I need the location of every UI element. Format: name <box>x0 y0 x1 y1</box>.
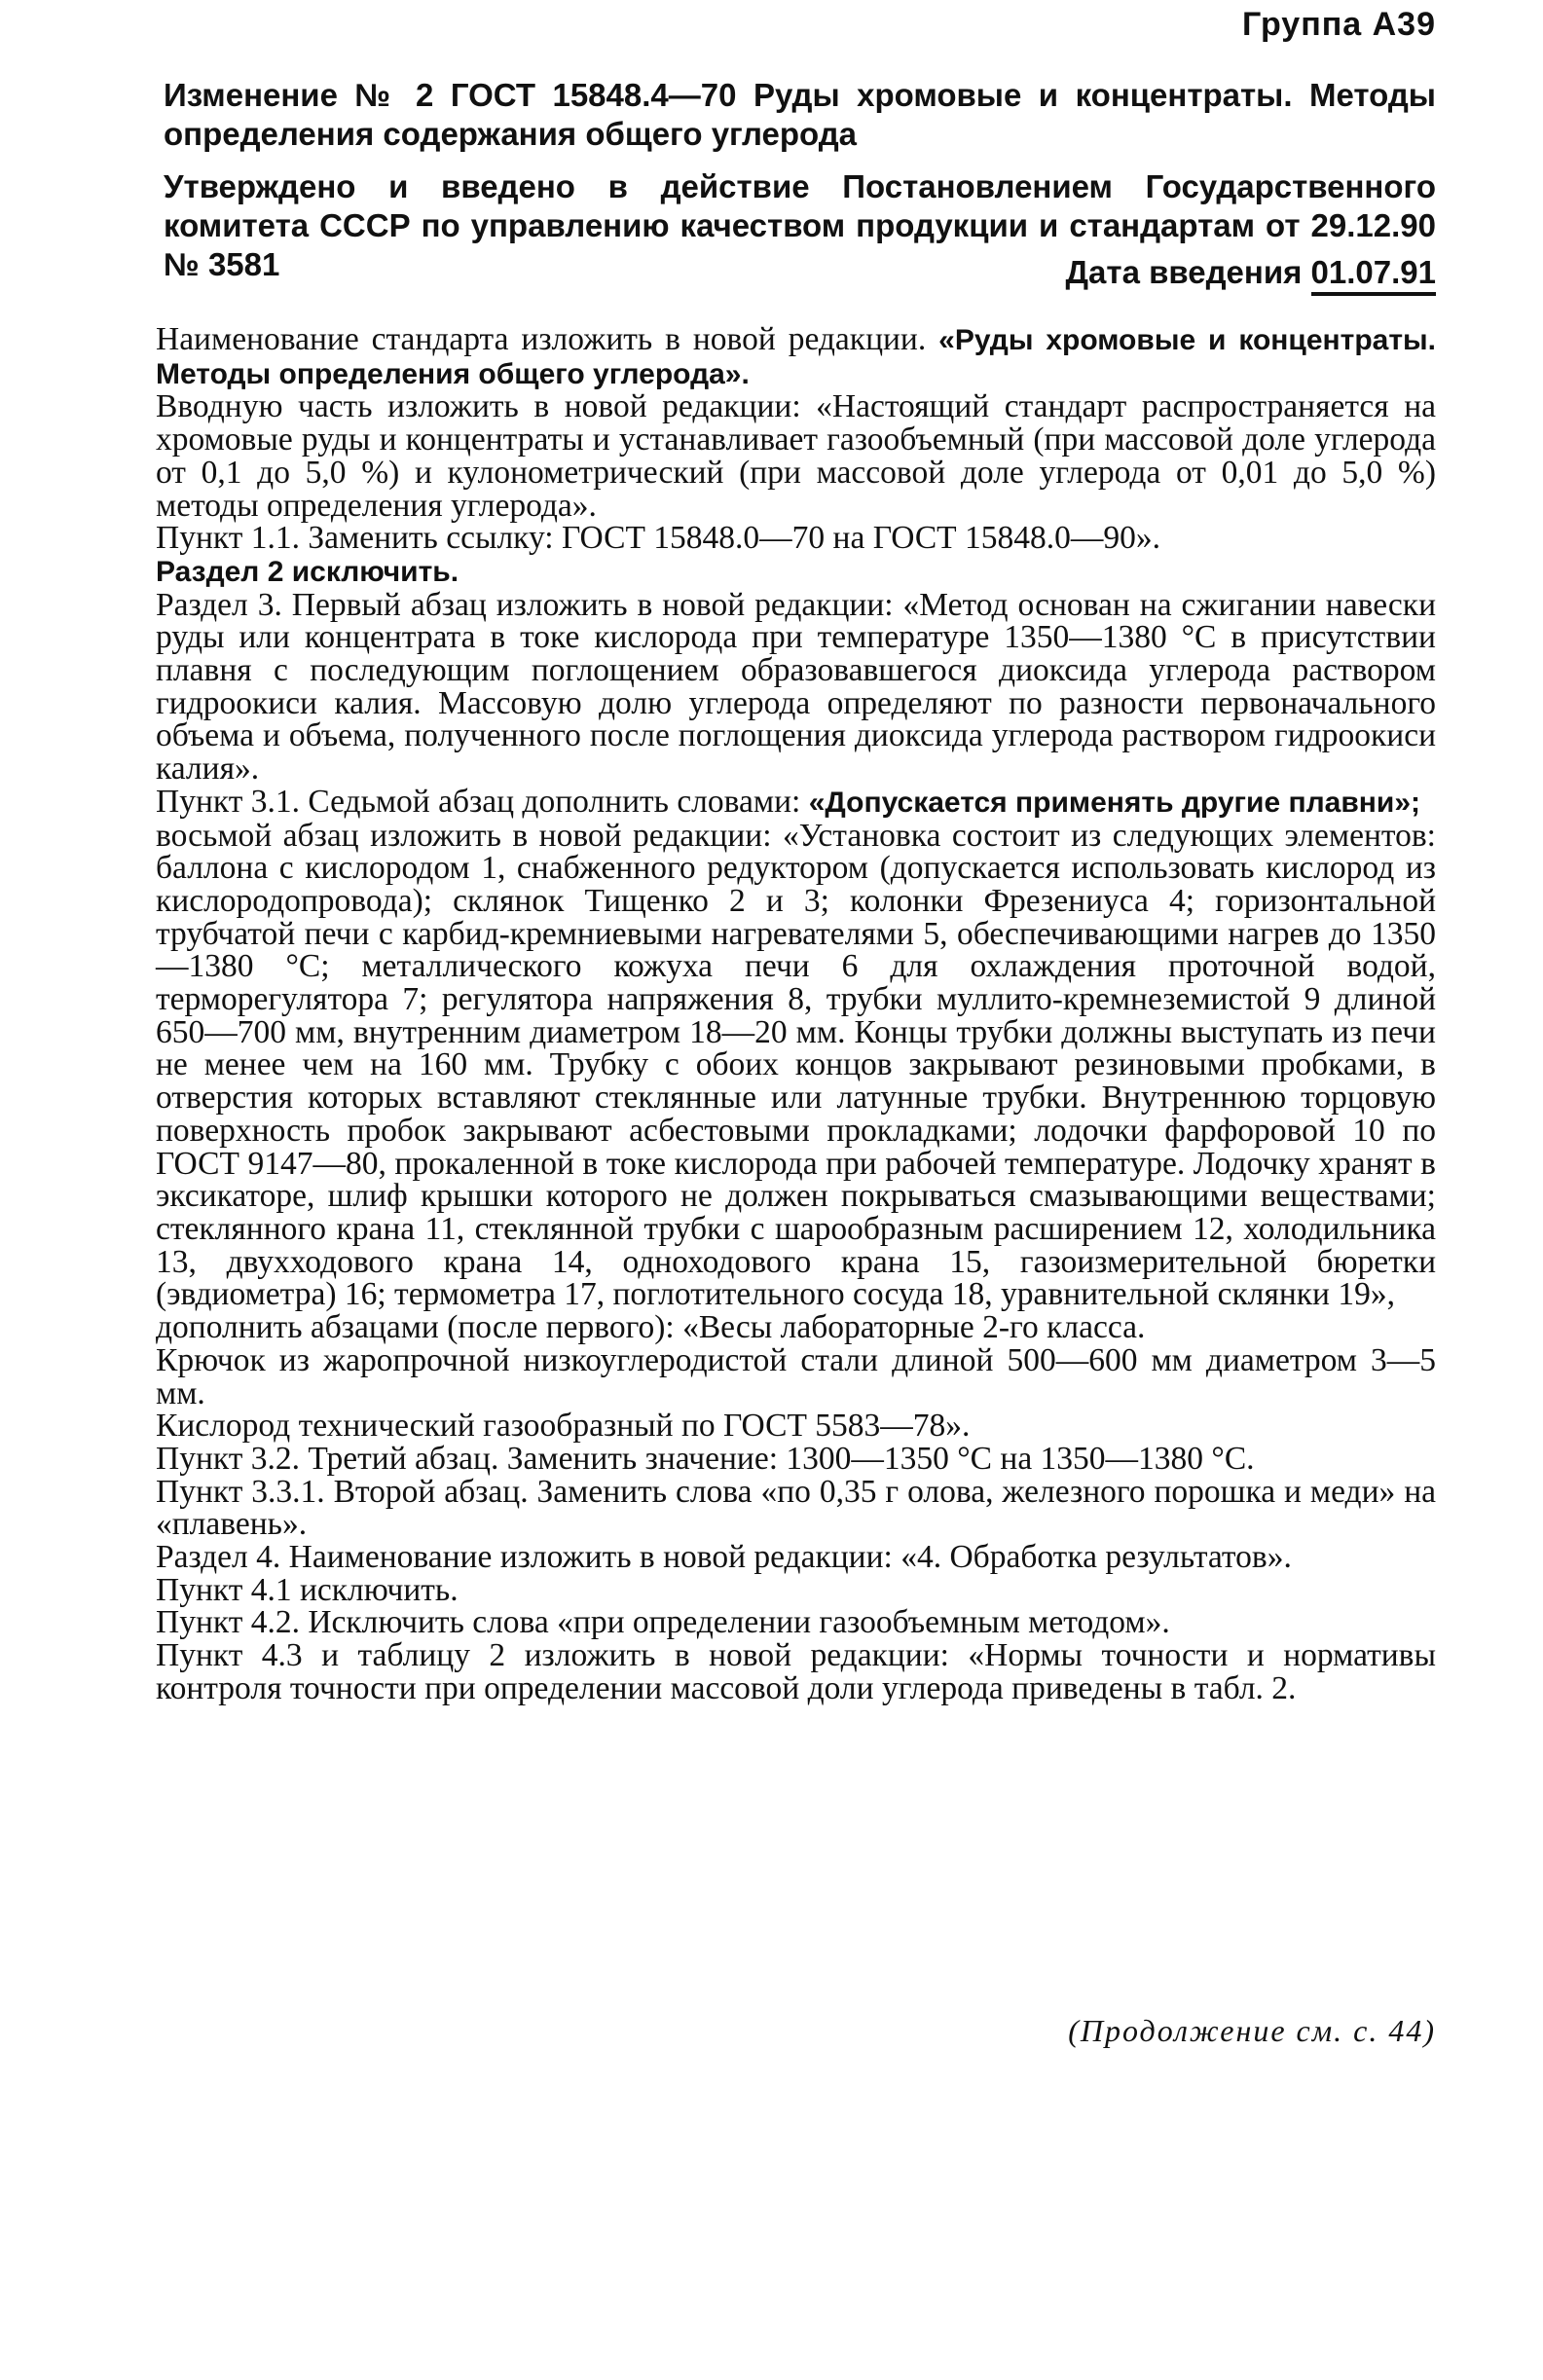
paragraph <box>156 1341 1436 1411</box>
paragraph <box>156 1410 1436 1443</box>
effective-date <box>1066 253 1436 292</box>
amendment-title: Изменение № 2 ГОСТ 15848.4—70 Руды хромовые и концентраты. Методы определения содержания общего углерода <box>164 77 1436 152</box>
paragraph-text: Крючок из жаропрочной низкоуглеродистой стали длиной 500—600 мм диаметром 3—5 мм. <box>156 1341 1436 1411</box>
paragraph-bold: «Руды хромовые и концентраты. Методы определения общего углерода». <box>156 324 1436 390</box>
paragraph-text: Пункт 3.1. Седьмой абзац дополнить словами: <box>156 783 809 820</box>
document-body <box>156 323 1436 1705</box>
paragraph-text: дополнить абзацами (после первого): «Весы лабораторные 2-го класса. <box>156 1309 1146 1346</box>
paragraph <box>156 817 1436 1313</box>
paragraph-text: «Установка состоит из следующих элементов: баллона с кислородом 1, снабженного редуктором (допускается использовать кислород из кислородопровода); склянок Тищенко 2 и 3; колонки Фрезениуса 4; горизонтальной трубчатой печи с карбид-кремниевыми нагревателями 5, обеспечивающими нагрев до 1350—1380 °С; металлического кожуха печи 6 для охлаждения проточной водой, терморегулятора 7; регулятора напряжения 8, трубки муллито-кремнеземистой 9 длиной 650—700 мм, внутренним диаметром 18—20 мм. Концы трубки должны выступать из печи не менее чем на 160 мм. Трубку с обоих концов закрывают резиновыми пробками, в отверстия которых вставляют стеклянные или латунные трубки. Внутреннюю торцовую поверхность пробок закрывают асбестовыми прокладками; лодочки фарфоровой 10 по ГОСТ 9147—80, прокаленной в токе кислорода при рабочей температуре. Лодочку хранят в эксикаторе, шлиф крышки которого не должен покрываться смазывающими веществами; стеклянного крана 11, стеклянной трубки с шарообразным расширением 12, холодильника 13, двухходового крана 14, одноходового крана 15, газоизмерительной бюретки (эвдиометра) 16; термометра 17, поглотительного сосуда 18, уравнительной склянки 19», <box>156 817 1436 1313</box>
paragraph-text: Пункт 3.2. Третий абзац. Заменить значение: 1300—1350 °С на 1350—1380 °С. <box>156 1440 1255 1477</box>
paragraph-text: Пункт 4.2. Исключить слова «при определении газообъемным методом». <box>156 1604 1170 1641</box>
paragraph-text: Пункт 4.1 исключить. <box>156 1571 459 1608</box>
group-code: Группа А39 <box>1241 6 1436 43</box>
paragraph <box>156 1541 1436 1574</box>
paragraph <box>156 586 1436 787</box>
paragraph-text: Пункт 1.1. Заменить ссылку: ГОСТ 15848.0—70 на ГОСТ 15848.0—90». <box>156 520 1161 557</box>
paragraph <box>156 1473 1436 1543</box>
paragraph <box>156 522 1436 555</box>
paragraph-text: восьмой абзац изложить в новой редакции: <box>156 817 783 854</box>
paragraph-bold: «Допускается применять другие плавни»; <box>808 786 1421 819</box>
paragraph <box>156 323 1436 390</box>
approval-statement: Утверждено и введено в действие Постановлением Государственного комитета СССР по управлению качеством продукции и стандартам от 29.12.90 № 3581 <box>164 168 1436 282</box>
date-value: 01.07.91 <box>1311 254 1436 296</box>
paragraph-text: Пункт 4.3 и таблицу 2 изложить в новой редакции: «Нормы точности и нормативы контроля точности при определении массовой доли углерода приведены в табл. 2. <box>156 1637 1436 1706</box>
paragraph <box>156 390 1436 522</box>
paragraph-bold: Раздел 2 исключить. <box>156 555 459 588</box>
paragraph <box>156 1639 1436 1704</box>
date-label: Дата введения <box>1065 254 1303 290</box>
paragraph-text: Раздел 4. Наименование изложить в новой редакции: «4. Обработка результатов». <box>156 1539 1292 1576</box>
paragraph-text: Кислород технический газообразный по ГОСТ 5583—78». <box>156 1408 971 1445</box>
paragraph <box>156 783 1436 820</box>
paragraph-text: Раздел 3. Первый абзац изложить в новой редакции: «Метод основан на сжигании навески руды или концентрата в токе кислорода при температуре 1350—1380 °С в присутствии плавня с последующим поглощением образовавшегося диоксида углерода раствором гидроокиси калия. Массовую долю углерода определяют по разности первоначального объема и объема, полученного после поглощения диоксида углерода раствором гидроокиси калия». <box>156 586 1436 787</box>
paragraph <box>156 555 1436 589</box>
paragraph <box>156 1606 1436 1639</box>
paragraph-text: Пункт 3.3.1. Второй абзац. Заменить слова «по 0,35 г олова, железного порошка и меди» на «плавень». <box>156 1473 1436 1543</box>
paragraph-text: Наименование стандарта изложить в новой редакции. <box>156 321 939 357</box>
paragraph-text: Вводную часть изложить в новой редакции: «Настоящий стандарт распространяется на хромовые руды и концентраты и устанавливает газообъемный (при массовой доле углерода от 0,1 до 5,0 %) и кулонометрический (при массовой доле углерода от 0,01 до 5,0 %) методы определения углерода». <box>156 388 1436 524</box>
paragraph <box>156 1571 1436 1608</box>
paragraph <box>156 1440 1436 1477</box>
paragraph <box>156 1311 1436 1344</box>
continuation-note: (Продолжение см. с. 44) <box>1068 2013 1436 2048</box>
